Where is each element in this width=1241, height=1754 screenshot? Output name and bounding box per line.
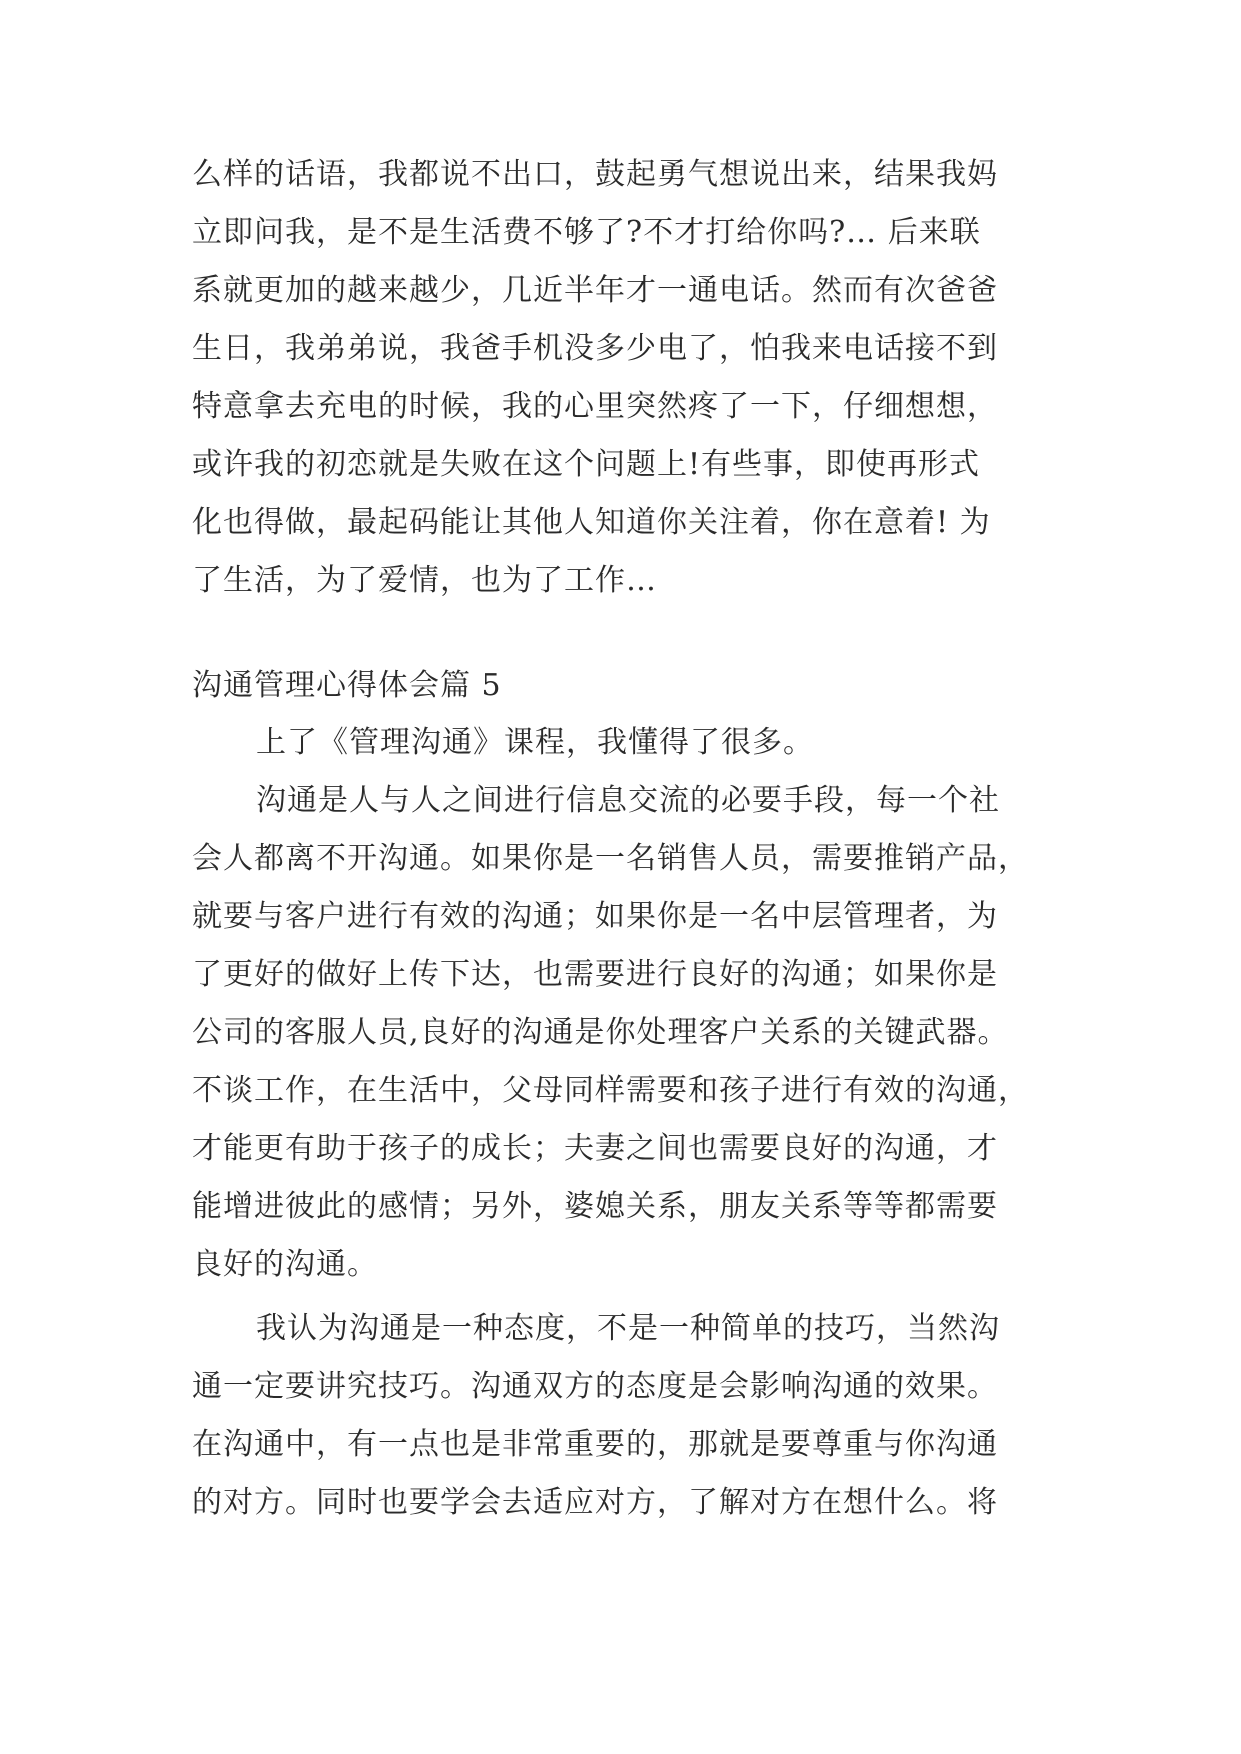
text-line: 能增进彼此的感情；另外，婆媳关系，朋友关系等等都需要: [192, 1189, 998, 1224]
text-line: 在沟通中，有一点也是非常重要的，那就是要尊重与你沟通: [192, 1427, 998, 1462]
text-line: 生日，我弟弟说，我爸手机没多少电了，怕我来电话接不到: [192, 331, 998, 366]
text-line: 么样的话语，我都说不出口，鼓起勇气想说出来，结果我妈: [192, 157, 998, 192]
paragraph-intro: [192, 714, 1072, 772]
text-line: 上了《管理沟通》课程，我懂得了很多。: [256, 725, 814, 760]
text-line: 通一定要讲究技巧。沟通双方的态度是会影响沟通的效果。: [192, 1369, 998, 1404]
text-line: 公司的客服人员,良好的沟通是你处理客户关系的关键武器。: [192, 1015, 1009, 1050]
text-line: 不谈工作，在生活中，父母同样需要和孩子进行有效的沟通，: [192, 1073, 1029, 1108]
text-line: 的对方。同时也要学会去适应对方，了解对方在想什么。将: [192, 1485, 998, 1520]
text-line: 化也得做，最起码能让其他人知道你关注着，你在意着! 为: [192, 505, 991, 540]
text-line: 沟通是人与人之间进行信息交流的必要手段，每一个社: [256, 783, 1000, 818]
text-line: 系就更加的越来越少，几近半年才一通电话。然而有次爸爸: [192, 273, 998, 308]
text-line: 立即问我，是不是生活费不够了?不才打给你吗?… 后来联: [192, 215, 981, 250]
text-line: 或许我的初恋就是失败在这个问题上!有些事，即使再形式: [192, 447, 981, 482]
paragraph-body-2: [192, 1300, 1072, 1532]
text-line: 会人都离不开沟通。如果你是一名销售人员，需要推销产品，: [192, 841, 1029, 876]
section-heading: 沟通管理心得体会篇 5: [192, 668, 502, 703]
text-line: 我认为沟通是一种态度，不是一种简单的技巧，当然沟: [256, 1311, 1000, 1346]
text-line: 就要与客户进行有效的沟通；如果你是一名中层管理者，为: [192, 899, 998, 934]
paragraph-body-1: [192, 772, 1072, 1294]
text-line: 良好的沟通。: [192, 1247, 378, 1282]
text-line: 特意拿去充电的时候，我的心里突然疼了一下，仔细想想，: [192, 389, 998, 424]
document-page: [192, 146, 1072, 1532]
text-line: 了生活，为了爱情，也为了工作…: [192, 563, 657, 598]
paragraph-continued: [192, 146, 1072, 610]
text-line: 才能更有助于孩子的成长；夫妻之间也需要良好的沟通，才: [192, 1131, 998, 1166]
text-line: 了更好的做好上传下达，也需要进行良好的沟通；如果你是: [192, 957, 998, 992]
